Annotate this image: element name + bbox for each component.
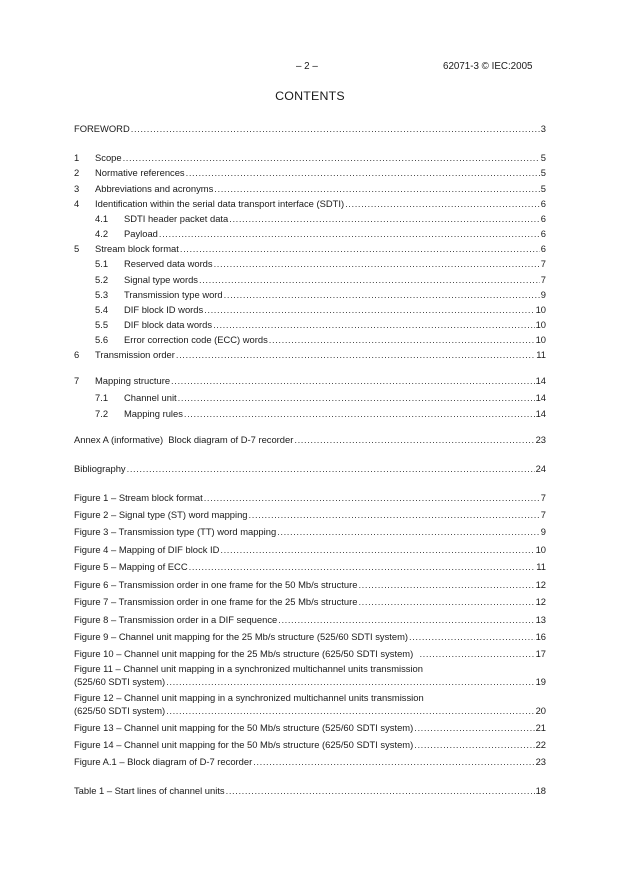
toc-label: Figure 13 – Channel unit mapping for the 50 Mb/s structure (525/60 SDTI system): [74, 722, 414, 733]
toc-entry-figure-line1[interactable]: Figure 11 – Channel unit mapping in a synchronized multichannel units transmission: [74, 663, 423, 674]
toc-label: Mapping structure: [95, 375, 171, 386]
toc-label: Reserved data words: [124, 258, 213, 269]
leader-dots: [204, 492, 540, 504]
toc-entry-subclause[interactable]: [74, 274, 546, 286]
toc-label: Figure 10 – Channel unit mapping for the 25 Mb/s structure (625/50 SDTI system): [74, 648, 419, 659]
toc-entry-foreword[interactable]: [74, 123, 546, 135]
toc-label: Figure 9 – Channel unit mapping for the 25 Mb/s structure (525/60 SDTI system): [74, 631, 409, 642]
toc-page: 10: [535, 334, 546, 345]
leader-dots: [123, 152, 540, 164]
leader-dots: [199, 274, 540, 286]
leader-dots: [127, 463, 535, 475]
toc-page: 24: [535, 463, 546, 474]
toc-entry-figure[interactable]: [74, 614, 546, 626]
toc-page: 20: [535, 705, 546, 716]
leader-dots: [226, 785, 535, 797]
toc-page: 23: [535, 756, 546, 767]
toc-label: Identification within the serial data transport interface (SDTI): [95, 198, 345, 209]
toc-page: 13: [535, 614, 546, 625]
toc-entry-figure[interactable]: [74, 509, 546, 521]
toc-number: 7.1: [95, 392, 109, 403]
leader-dots: [278, 614, 534, 626]
leader-dots: [249, 509, 540, 521]
toc-number: 5: [74, 243, 80, 254]
toc-page: 5: [540, 152, 546, 163]
leader-dots: [159, 228, 540, 240]
toc-page: 12: [535, 579, 546, 590]
leader-dots: [358, 596, 534, 608]
toc-page: 16: [535, 631, 546, 642]
leader-dots: [176, 349, 535, 361]
toc-page: 9: [540, 289, 546, 300]
leader-dots: [294, 434, 534, 446]
toc-entry-clause[interactable]: [74, 243, 546, 255]
toc-page: 12: [535, 596, 546, 607]
toc-page: 10: [535, 304, 546, 315]
leader-dots: [414, 722, 534, 734]
leader-dots: [277, 526, 540, 538]
document-id: 62071-3 © IEC:2005: [443, 61, 533, 72]
toc-number: 5.4: [95, 304, 109, 315]
leader-dots: [253, 756, 534, 768]
leader-dots: [224, 289, 540, 301]
toc-label: Channel unit: [124, 392, 177, 403]
toc-entry-figure[interactable]: [74, 756, 546, 768]
toc-number: 5.3: [95, 289, 109, 300]
toc-page: 7: [540, 258, 546, 269]
toc-label: Figure 4 – Mapping of DIF block ID: [74, 544, 220, 555]
toc-page: 7: [540, 492, 546, 503]
toc-entry-clause[interactable]: [74, 167, 546, 179]
toc-page: 6: [540, 213, 546, 224]
toc-page: 10: [535, 544, 546, 555]
leader-dots: [166, 705, 534, 717]
toc-label: Figure 8 – Transmission order in a DIF sequence: [74, 614, 278, 625]
toc-number: 5.5: [95, 319, 109, 330]
toc-label: Signal type words: [124, 274, 198, 285]
toc-entry-subclause[interactable]: [74, 319, 546, 331]
toc-page: 3: [540, 123, 546, 134]
toc-entry-subclause[interactable]: [74, 392, 546, 404]
toc-page: 10: [535, 319, 546, 330]
toc-page: 6: [540, 198, 546, 209]
page-number: – 2 –: [296, 61, 318, 72]
toc-page: 19: [535, 676, 546, 687]
toc-label: Figure 5 – Mapping of ECC: [74, 561, 188, 572]
toc-entry-clause[interactable]: [74, 152, 546, 164]
toc-entry-subclause[interactable]: [74, 289, 546, 301]
toc-label: Stream block format: [95, 243, 179, 254]
toc-label: Table 1 – Start lines of channel units: [74, 785, 225, 796]
toc-page: 18: [535, 785, 546, 796]
toc-label: Bibliography: [74, 463, 126, 474]
leader-dots: [269, 334, 535, 346]
leader-dots: [220, 544, 534, 556]
toc-entry-figure[interactable]: [74, 676, 546, 688]
toc-page: 7: [540, 509, 546, 520]
toc-page: 14: [535, 408, 546, 419]
toc-entry-clause[interactable]: [74, 349, 546, 361]
leader-dots: [409, 631, 535, 643]
toc-entry-table[interactable]: [74, 785, 546, 797]
toc-label: Transmission type word: [124, 289, 223, 300]
leader-dots: [166, 676, 534, 688]
leader-dots: [184, 408, 535, 420]
leader-dots: [178, 392, 535, 404]
leader-dots: [186, 167, 540, 179]
leader-dots: [358, 579, 534, 591]
toc-entry-subclause[interactable]: [74, 408, 546, 420]
toc-label: Figure 7 – Transmission order in one frame for the 25 Mb/s structure: [74, 596, 358, 607]
leader-dots: [414, 739, 534, 751]
toc-page: 5: [540, 183, 546, 194]
leader-dots: [229, 213, 540, 225]
toc-page: 22: [535, 739, 546, 750]
toc-page: 11: [536, 349, 546, 360]
leader-dots: [131, 123, 540, 135]
toc-number: 4: [74, 198, 80, 209]
toc-label: DIF block ID words: [124, 304, 204, 315]
toc-label: Figure 2 – Signal type (ST) word mapping: [74, 509, 248, 520]
toc-label: Annex A (informative) Block diagram of D-7 recorder: [74, 434, 294, 445]
toc-page: 11: [536, 561, 546, 572]
toc-number: 6: [74, 349, 80, 360]
toc-number: 5.2: [95, 274, 109, 285]
toc-label: (525/60 SDTI system): [74, 676, 166, 687]
toc-entry-figure[interactable]: [74, 544, 546, 556]
toc-page: 7: [540, 274, 546, 285]
toc-number: 3: [74, 183, 80, 194]
toc-label: FOREWORD: [74, 123, 130, 134]
toc-label: Scope: [95, 152, 122, 163]
toc-number: 2: [74, 167, 80, 178]
toc-entry-subclause[interactable]: [74, 258, 546, 270]
toc-entry-figure[interactable]: [74, 579, 546, 591]
toc-page: 21: [535, 722, 546, 733]
toc-number: 5.1: [95, 258, 109, 269]
toc-label: SDTI header packet data: [124, 213, 229, 224]
toc-page: 5: [540, 167, 546, 178]
toc-page: 23: [535, 434, 546, 445]
toc-number: 7: [74, 375, 80, 386]
toc-label: Mapping rules: [124, 408, 183, 419]
toc-entry-subclause[interactable]: [74, 228, 546, 240]
toc-label: Error correction code (ECC) words: [124, 334, 268, 345]
toc-page: 14: [535, 392, 546, 403]
toc-page: 14: [535, 375, 546, 386]
toc-entry-figure[interactable]: [74, 596, 546, 608]
toc-entry-subclause[interactable]: [74, 304, 546, 316]
toc-page: 17: [535, 648, 546, 659]
toc-number: 4.2: [95, 228, 109, 239]
toc-entry-bibliography[interactable]: [74, 463, 546, 475]
toc-label: Figure 14 – Channel unit mapping for the 50 Mb/s structure (625/50 SDTI system): [74, 739, 414, 750]
toc-number: 1: [74, 152, 80, 163]
toc-label: DIF block data words: [124, 319, 213, 330]
toc-entry-figure[interactable]: [74, 739, 546, 751]
toc-entry-figure[interactable]: [74, 492, 546, 504]
toc-page: 6: [540, 228, 546, 239]
page-title: CONTENTS: [275, 89, 345, 103]
toc-label: Figure 6 – Transmission order in one frame for the 50 Mb/s structure: [74, 579, 358, 590]
toc-entry-figure[interactable]: [74, 561, 546, 573]
toc-number: 5.6: [95, 334, 109, 345]
toc-entry-figure[interactable]: [74, 631, 546, 643]
toc-number: 4.1: [95, 213, 109, 224]
toc-entry-clause[interactable]: [74, 183, 546, 195]
leader-dots: [214, 183, 539, 195]
toc-number: 7.2: [95, 408, 109, 419]
toc-label: Abbreviations and acronyms: [95, 183, 214, 194]
toc-entry-clause[interactable]: [74, 198, 546, 210]
toc-entry-clause[interactable]: [74, 375, 546, 387]
toc-label: (625/50 SDTI system): [74, 705, 166, 716]
toc-label: Figure 3 – Transmission type (TT) word mapping: [74, 526, 277, 537]
toc-label: Figure A.1 – Block diagram of D-7 recorder: [74, 756, 253, 767]
leader-dots: [204, 304, 534, 316]
toc-entry-subclause[interactable]: [74, 213, 546, 225]
toc-label: Payload: [124, 228, 158, 239]
leader-dots: [345, 198, 540, 210]
toc-entry-figure[interactable]: [74, 705, 546, 717]
leader-dots: [213, 319, 535, 331]
toc-page: 9: [540, 526, 546, 537]
toc-entry-figure[interactable]: [74, 526, 546, 538]
toc-entry-subclause[interactable]: [74, 334, 546, 346]
toc-entry-figure-line1[interactable]: Figure 12 – Channel unit mapping in a synchronized multichannel units transmission: [74, 692, 424, 703]
leader-dots: [180, 243, 540, 255]
leader-dots: [189, 561, 536, 573]
toc-label: Figure 1 – Stream block format: [74, 492, 203, 503]
leader-dots: [419, 648, 534, 660]
toc-entry-figure[interactable]: [74, 722, 546, 734]
leader-dots: [171, 375, 535, 387]
toc-label: Normative references: [95, 167, 185, 178]
leader-dots: [214, 258, 540, 270]
toc-label: Transmission order: [95, 349, 175, 360]
toc-entry-figure[interactable]: [74, 648, 546, 660]
toc-entry-annex[interactable]: [74, 434, 546, 446]
toc-page: 6: [540, 243, 546, 254]
